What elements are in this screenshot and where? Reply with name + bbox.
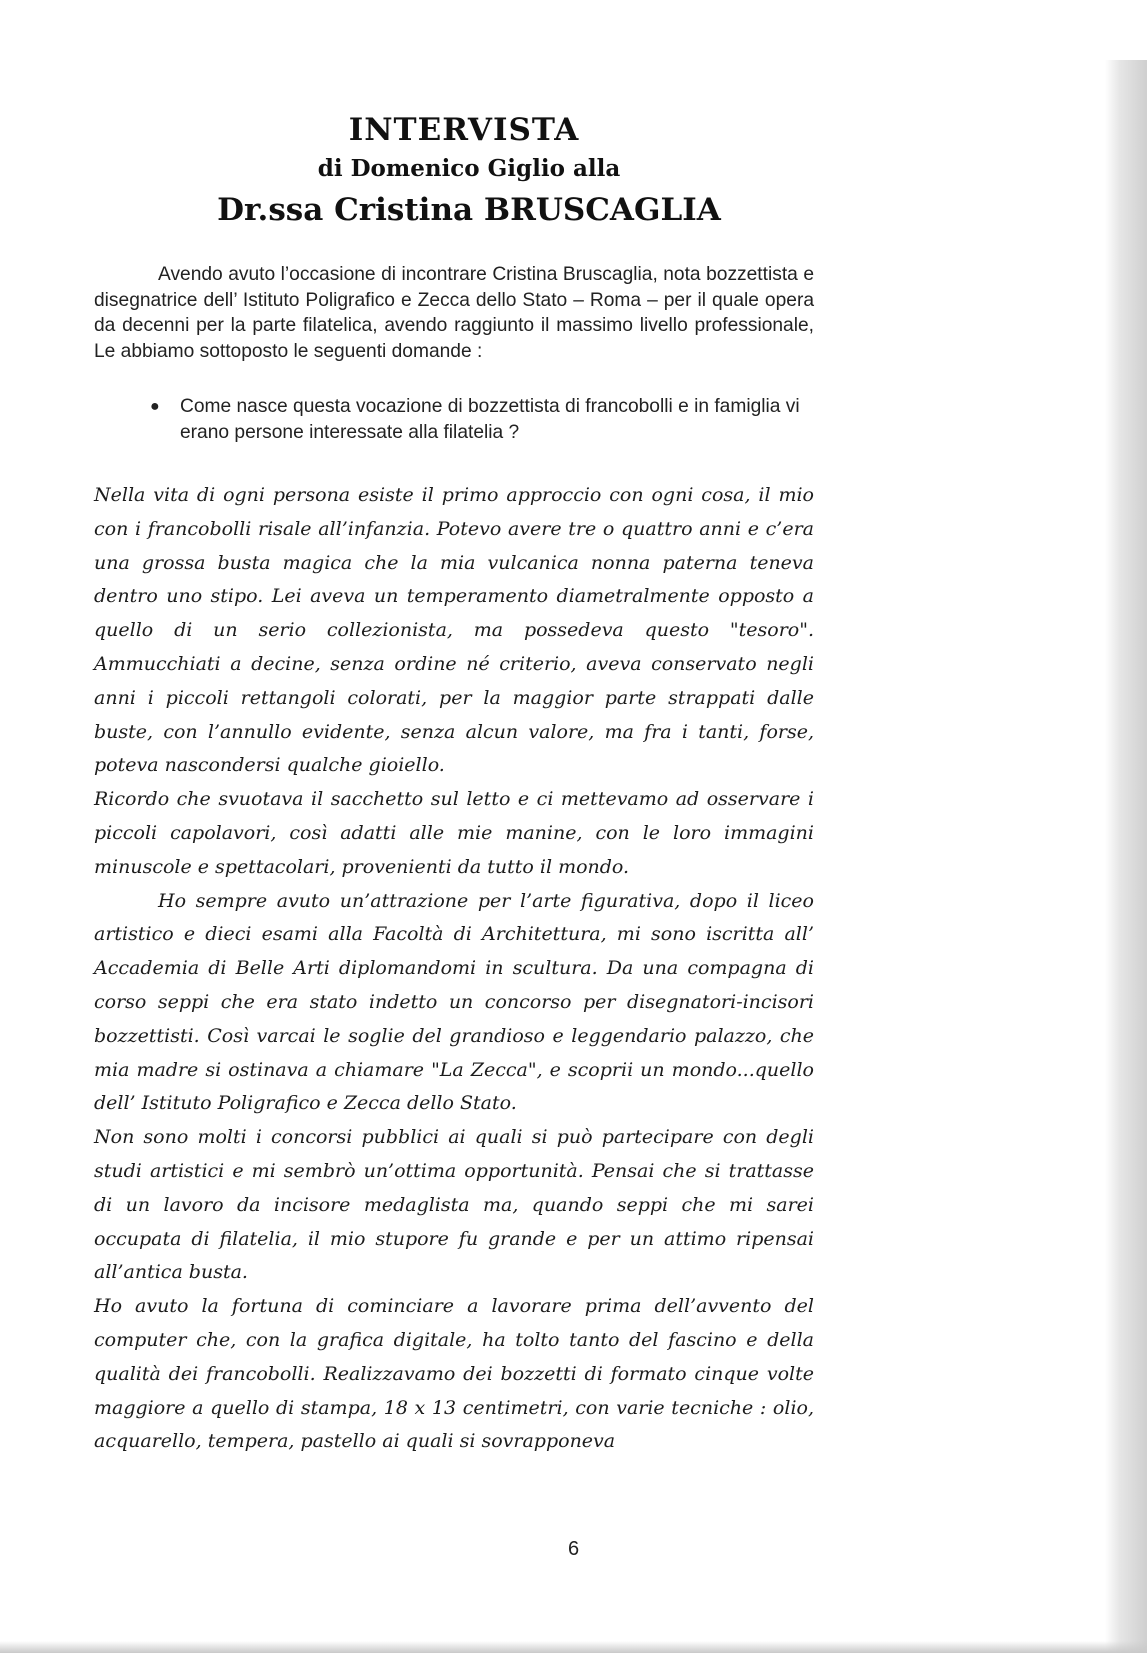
answer-paragraph: Ho sempre avuto un’attrazione per l’arte figurativa, dopo il liceo artistico e dieci esami alla Facoltà di Architettura, mi sono iscritta all’ Accademia di Belle Arti diplomandomi in scultura. Da una compagna di corso seppi che era stato indetto un concorso per disegnatori-incisori bozzettisti. Così varcai le soglie del grandioso e leggendario palazzo, che mia madre si ostinava a chiamare "La Zecca", e scoprii un mondo...quello dell’ Istituto Poligrafico e Zecca dello Stato. — [94, 889, 814, 1115]
title-block — [94, 110, 814, 230]
scan-shadow-bottom — [0, 1641, 1147, 1653]
title-byline: di Domenico Giglio alla — [317, 155, 621, 182]
scan-shadow-right — [1105, 60, 1147, 1653]
answer-paragraph: Non sono molti i concorsi pubblici ai quali si può partecipare con degli studi artistici e mi sembrò un’ottima opportunità. Pensai che si trattasse di un lavoro da incisore medaglista ma, quando seppi che mi sarei occupata di filatelia, il mio stupore fu grande e per un attimo ripensai all’antica busta. — [94, 1126, 814, 1284]
answer-body — [94, 479, 814, 1459]
question-item — [150, 394, 814, 445]
answer-paragraph: Ricordo che svuotava il sacchetto sul letto e ci mettevamo ad osservare i piccoli capolavori, così adatti alle mie manine, con le loro immagini minuscole e spettacolari, provenienti da tutto il mondo. — [94, 788, 814, 878]
document-page — [94, 110, 814, 1459]
title-main: INTERVISTA — [348, 112, 580, 148]
answer-paragraph: Nella vita di ogni persona esiste il primo approccio con ogni cosa, il mio con i francobolli risale all’infanzia. Potevo avere tre o quattro anni e c’era una grossa busta magica che la mia vulcanica nonna paterna teneva dentro uno stipo. Lei aveva un temperamento diametralmente opposto a quello di un serio collezionista, ma possedeva questo "tesoro". Ammucchiati a decine, senza ordine né criterio, aveva conservato negli anni i piccoli rettangoli colorati, per la maggior parte strappati dalle buste, con l’annullo evidente, senza alcun valore, ma fra i tanti, forse, poteva nascondersi qualche gioiello. — [94, 484, 814, 777]
intro-paragraph: Avendo avuto l’occasione di incontrare Cristina Bruscaglia, nota bozzettista e disegnatrice dell’ Istituto Poligrafico e Zecca dello Stato – Roma – per il quale opera da decenni per la parte filatelica, avendo raggiunto il massimo livello professionale, Le abbiamo sottoposto le seguenti domande : — [94, 264, 814, 362]
title-subject: Dr.ssa Cristina BRUSCAGLIA — [217, 192, 721, 228]
bullet-icon: ● — [150, 398, 160, 415]
answer-paragraph: Ho avuto la fortuna di cominciare a lavorare prima dell’avvento del computer che, con la grafica digitale, ha tolto tanto del fascino e della qualità dei francobolli. Realizzavamo dei bozzetti di formato cinque volte maggiore a quello di stampa, 18 x 13 centimetri, con varie tecniche : olio, acquarello, tempera, pastello ai quali si sovrapponeva — [94, 1295, 814, 1453]
page-number: 6 — [567, 1538, 580, 1560]
question-text: Come nasce questa vocazione di bozzettista di francobolli e in famiglia vi erano persone interessate alla filatelia ? — [180, 396, 800, 443]
